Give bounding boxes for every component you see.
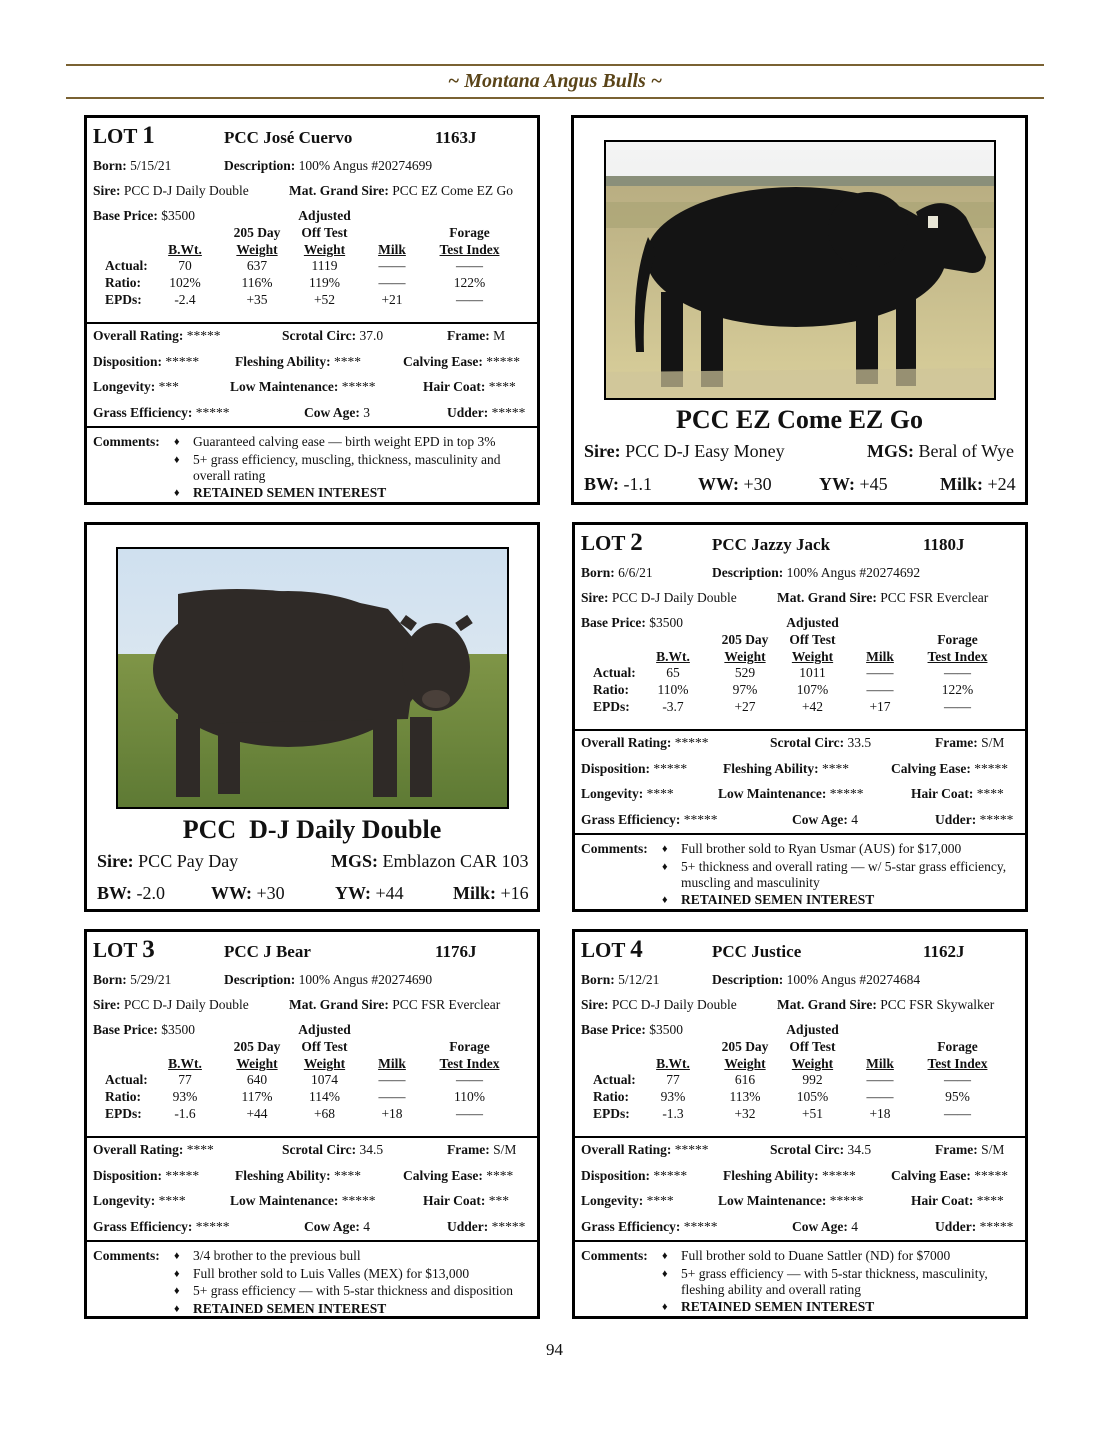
comment-item (662, 841, 1019, 857)
epds-value: -1.6 (174, 1106, 196, 1121)
actual-value: 1074 (311, 1072, 338, 1087)
comment-text: Guaranteed calving ease — birth weight EPD in top 3% (193, 434, 496, 449)
lot-4-card (572, 929, 1028, 1319)
actual-value: 529 (734, 665, 756, 680)
performance-table: Base Price: $3500 Adjusted 205 Day Off Test Forage B.Wt. Weight Weight Milk Test Index Actual: Ratio: EPDs: 77 616 992 —— —— 93% 113% 105% —— 95% -1.3 +32 +51 +18 —— (575, 1018, 1025, 1136)
epds-value: —— (456, 1106, 483, 1121)
sire-name: PCC D-J Daily Double (182, 815, 442, 844)
epds-value: +17 (869, 699, 891, 714)
bull-photo-image (118, 549, 507, 807)
bull-photo (604, 140, 996, 400)
lot-header (87, 932, 537, 968)
comment-item (174, 451, 531, 484)
bull-name: PCC J Bear (224, 942, 311, 961)
rating-row-4: Grass Efficiency: ***** Cow Age: 4 Udder: ***** (581, 811, 1014, 827)
actual-value: 1119 (311, 258, 338, 273)
actual-value: —— (456, 1072, 483, 1087)
comment-text: Full brother sold to Duane Sattler (ND) for $7000 (681, 1248, 951, 1263)
epds-value: +42 (801, 699, 824, 714)
rating-row-2: Disposition: ***** Fleshing Ability: **** Calving Ease: **** (93, 1167, 514, 1183)
actual-value: —— (378, 1072, 406, 1087)
page-header-title: ~ Montana Angus Bulls ~ (447, 70, 663, 92)
comment-item (662, 1299, 1019, 1315)
bullet-diamond-icon: ♦ (662, 1250, 668, 1262)
comment-text: Full brother sold to Ryan Usmar (AUS) for $17,000 (681, 841, 962, 856)
sire-name: PCC EZ Come EZ Go (676, 405, 923, 434)
epds-value: —— (944, 1106, 971, 1121)
actual-value: 70 (178, 258, 192, 273)
rating-row-1: Overall Rating: **** Scrotal Circ: 34.5 Frame: S/M (93, 1142, 517, 1157)
bullet-diamond-icon: ♦ (174, 1250, 180, 1262)
comment-item (174, 1265, 531, 1282)
ratio-value: 122% (941, 682, 974, 697)
ratio-value: 105% (796, 1089, 829, 1104)
bullet-diamond-icon: ♦ (174, 1267, 180, 1280)
comment-text: 5+ grass efficiency, muscling, thickness, masculinity and overall rating (193, 451, 501, 483)
lot-header (87, 118, 537, 154)
epds-value: +18 (381, 1106, 403, 1121)
epds-value: +52 (313, 292, 336, 307)
bullet-diamond-icon: ♦ (174, 436, 180, 448)
epds-value: +51 (801, 1106, 824, 1121)
ratio-value: 110% (454, 1089, 485, 1104)
epds-value: -1.3 (662, 1106, 684, 1121)
comment-item (174, 434, 531, 450)
bullet-diamond-icon: ♦ (662, 1301, 668, 1313)
rating-row-1: Overall Rating: ***** Scrotal Circ: 37.0 Frame: M (93, 328, 506, 343)
ratio-value: 119% (309, 275, 340, 290)
rating-row-4: Grass Efficiency: ***** Cow Age: 4 Udder: ***** (93, 1218, 526, 1234)
rating-row-2: Disposition: ***** Fleshing Ability: **** Calving Ease: ***** (93, 353, 521, 369)
actual-value: 616 (734, 1072, 756, 1087)
sire-card-dj-daily-double (84, 522, 540, 912)
epds-value: +21 (381, 292, 403, 307)
rating-row-4: Grass Efficiency: ***** Cow Age: 3 Udder: ***** (93, 404, 526, 420)
rating-row-3: Longevity: **** Low Maintenance: ***** Hair Coat: **** (581, 786, 1004, 801)
lot-number: LOT 1 (93, 122, 155, 149)
actual-value: 1011 (799, 665, 826, 680)
epds-value: +68 (313, 1106, 336, 1121)
comment-text: 5+ grass efficiency — with 5-star thickness and disposition (193, 1283, 514, 1298)
actual-value: —— (456, 258, 483, 273)
bullet-diamond-icon: ♦ (662, 1267, 668, 1280)
comment-text: RETAINED SEMEN INTEREST (193, 485, 387, 500)
tattoo-number: 1180J (923, 535, 965, 554)
actual-value: —— (944, 665, 971, 680)
comment-text: RETAINED SEMEN INTEREST (193, 1300, 387, 1316)
epds-value: +27 (734, 699, 756, 714)
comment-item (662, 1248, 1019, 1264)
lot-header (575, 525, 1025, 561)
epds-value: —— (456, 292, 483, 307)
actual-value: 77 (178, 1072, 192, 1087)
rating-row-2: Disposition: ***** Fleshing Ability: **** Calving Ease: ***** (581, 760, 1009, 776)
sire-epds: BW: -1.1 WW: +30 YW: +45 Milk: +24 (584, 474, 1016, 494)
sire-pedigree: Sire: PCC Pay Day MGS: Emblazon CAR 103 (97, 851, 529, 871)
comment-item (174, 1283, 531, 1299)
rating-row-4: Grass Efficiency: ***** Cow Age: 4 Udder: ***** (581, 1218, 1014, 1234)
comment-item (174, 485, 531, 501)
tattoo-number: 1162J (923, 942, 965, 961)
lot-number: LOT 4 (581, 936, 643, 963)
comment-item (662, 892, 1019, 908)
ratio-value: 93% (660, 1089, 686, 1104)
comment-text: 5+ grass efficiency — with 5-star thickness, masculinity, fleshing ability and overall rating (681, 1265, 988, 1297)
comment-text: Full brother sold to Luis Valles (MEX) for $13,000 (193, 1265, 470, 1281)
actual-value: 77 (666, 1072, 680, 1087)
actual-value: 637 (246, 258, 268, 273)
comment-text: 5+ thickness and overall rating — w/ 5-star grass efficiency, muscling and masculinity (681, 858, 1007, 890)
ratio-value: 93% (172, 1089, 198, 1104)
page-number: 94 (546, 1340, 563, 1359)
bullet-diamond-icon: ♦ (662, 860, 668, 873)
actual-value: —— (866, 1072, 894, 1087)
sire-card-ez-come-ez-go (571, 115, 1028, 505)
actual-value: 65 (666, 665, 680, 680)
sire-row: Sire: PCC D-J Daily Double Mat. Grand Sire: PCC FSR Everclear (581, 590, 989, 605)
actual-value: —— (378, 258, 406, 273)
actual-value: —— (944, 1072, 971, 1087)
epds-value: +32 (734, 1106, 756, 1121)
performance-table: Base Price: $3500 Adjusted 205 Day Off Test Forage B.Wt. Weight Weight Milk Test Index Actual: Ratio: EPDs: 70 637 1119 —— —— 102% 116% 119% —— 122% -2.4 +35 +52 +21 —— (87, 204, 537, 322)
epds-value: +35 (246, 292, 268, 307)
bull-name: PCC José Cuervo (224, 128, 353, 147)
ratio-value: 113% (729, 1089, 761, 1104)
comment-text: RETAINED SEMEN INTEREST (681, 892, 875, 907)
sire-row: Sire: PCC D-J Daily Double Mat. Grand Sire: PCC EZ Come EZ Go (93, 183, 513, 198)
comments-section: Comments: ♦ 3/4 brother to the previous bull ♦ Full brother sold to Luis Valles (MEX) for $13,000 ♦ 5+ grass efficiency — with 5-star thickness and disposition ♦ RETAINED SEMEN INTEREST (87, 1242, 537, 1317)
comments-section: Comments: ♦ Full brother sold to Duane Sattler (ND) for $7000 ♦ 5+ grass efficiency — with 5-star thickness, masculinity, fleshing ability and overall rating ♦ RETAINED SEMEN INTEREST (575, 1242, 1025, 1315)
sire-pedigree: Sire: PCC D-J Easy Money MGS: Beral of Wye (584, 441, 1015, 461)
ratio-value: —— (866, 682, 894, 697)
performance-table: Base Price: $3500 Adjusted 205 Day Off Test Forage B.Wt. Weight Weight Milk Test Index Actual: Ratio: EPDs: 77 640 1074 —— —— 93% 117% 114% —— 110% -1.6 +44 +68 +18 —— (87, 1018, 537, 1136)
comment-text: RETAINED SEMEN INTEREST (681, 1299, 875, 1314)
ratio-value: 114% (309, 1089, 340, 1104)
performance-table: Base Price: $3500 Adjusted 205 Day Off Test Forage B.Wt. Weight Weight Milk Test Index Actual: Ratio: EPDs: 65 529 1011 —— —— 110% 97% 107% —— 122% -3.7 +27 +42 +17 —— (575, 611, 1025, 729)
rating-row-3: Longevity: **** Low Maintenance: ***** Hair Coat: **** (581, 1193, 1004, 1208)
header-rule-bottom (66, 97, 1044, 99)
lot-2-card (572, 522, 1028, 912)
tattoo-number: 1176J (435, 942, 477, 961)
bullet-diamond-icon: ♦ (174, 1302, 180, 1315)
comments-section: Comments: ♦ Guaranteed calving ease — birth weight EPD in top 3% ♦ 5+ grass efficiency, muscling, thickness, masculinity and overall rating ♦ RETAINED SEMEN INTEREST (87, 428, 537, 501)
ratio-value: 117% (241, 1089, 273, 1104)
ratio-value: —— (378, 1089, 406, 1104)
lot-number: LOT 2 (581, 529, 643, 556)
epds-value: +18 (869, 1106, 891, 1121)
epds-value: +44 (246, 1106, 268, 1121)
comment-item (662, 1265, 1019, 1298)
ratio-value: —— (378, 275, 406, 290)
born-row: Born: 5/12/21 Description: 100% Angus #20274684 (581, 972, 921, 987)
comment-item (662, 858, 1019, 891)
ratio-value: 95% (945, 1089, 970, 1104)
bull-name: PCC Justice (712, 942, 802, 961)
bull-photo (116, 547, 509, 809)
rating-row-3: Longevity: **** Low Maintenance: ***** Hair Coat: *** (93, 1193, 509, 1208)
sire-epds: BW: -2.0 WW: +30 YW: +44 Milk: +16 (97, 883, 529, 903)
lot-number: LOT 3 (93, 936, 155, 963)
rating-row-2: Disposition: ***** Fleshing Ability: ***** Calving Ease: ***** (581, 1167, 1009, 1183)
ratio-value: 107% (796, 682, 829, 697)
tattoo-number: 1163J (435, 128, 477, 147)
ratio-value: 122% (453, 275, 486, 290)
lot-1-card (84, 115, 540, 505)
ratio-value: 116% (241, 275, 273, 290)
comment-text: 3/4 brother to the previous bull (193, 1248, 361, 1263)
header-rule-top (66, 64, 1044, 66)
ratio-value: 102% (169, 275, 201, 290)
born-row: Born: 6/6/21 Description: 100% Angus #20274692 (581, 565, 921, 580)
bullet-diamond-icon: ♦ (174, 1285, 180, 1297)
actual-value: 640 (246, 1072, 268, 1087)
sire-row: Sire: PCC D-J Daily Double Mat. Grand Sire: PCC FSR Everclear (93, 997, 501, 1012)
born-row: Born: 5/15/21 Description: 100% Angus #20274699 (93, 158, 433, 173)
bull-name: PCC Jazzy Jack (712, 535, 831, 554)
actual-value: —— (866, 665, 894, 680)
rating-row-3: Longevity: *** Low Maintenance: ***** Hair Coat: **** (93, 379, 516, 394)
epds-value: -3.7 (662, 699, 684, 714)
epds-value: -2.4 (174, 292, 196, 307)
rating-row-1: Overall Rating: ***** Scrotal Circ: 33.5 Frame: S/M (581, 735, 1005, 750)
bullet-diamond-icon: ♦ (174, 453, 180, 466)
bullet-diamond-icon: ♦ (174, 487, 180, 499)
ratio-value: 97% (732, 682, 758, 697)
comment-item (174, 1300, 531, 1317)
comment-item (174, 1248, 531, 1264)
actual-value: 992 (802, 1072, 823, 1087)
comments-section: Comments: ♦ Full brother sold to Ryan Usmar (AUS) for $17,000 ♦ 5+ thickness and overall rating — w/ 5-star grass efficiency, muscling and masculinity ♦ RETAINED SEMEN INTEREST (575, 835, 1025, 908)
born-row: Born: 5/29/21 Description: 100% Angus #20274690 (93, 972, 433, 987)
ratio-value: 110% (657, 682, 689, 697)
epds-value: —— (944, 699, 971, 714)
sire-row: Sire: PCC D-J Daily Double Mat. Grand Sire: PCC FSR Skywalker (581, 997, 995, 1012)
bull-photo-image (606, 142, 994, 398)
ratio-value: —— (866, 1089, 894, 1104)
bullet-diamond-icon: ♦ (662, 843, 668, 855)
rating-row-1: Overall Rating: ***** Scrotal Circ: 34.5 Frame: S/M (581, 1142, 1005, 1157)
lot-header (575, 932, 1025, 968)
lot-3-card (84, 929, 540, 1319)
bullet-diamond-icon: ♦ (662, 894, 668, 906)
